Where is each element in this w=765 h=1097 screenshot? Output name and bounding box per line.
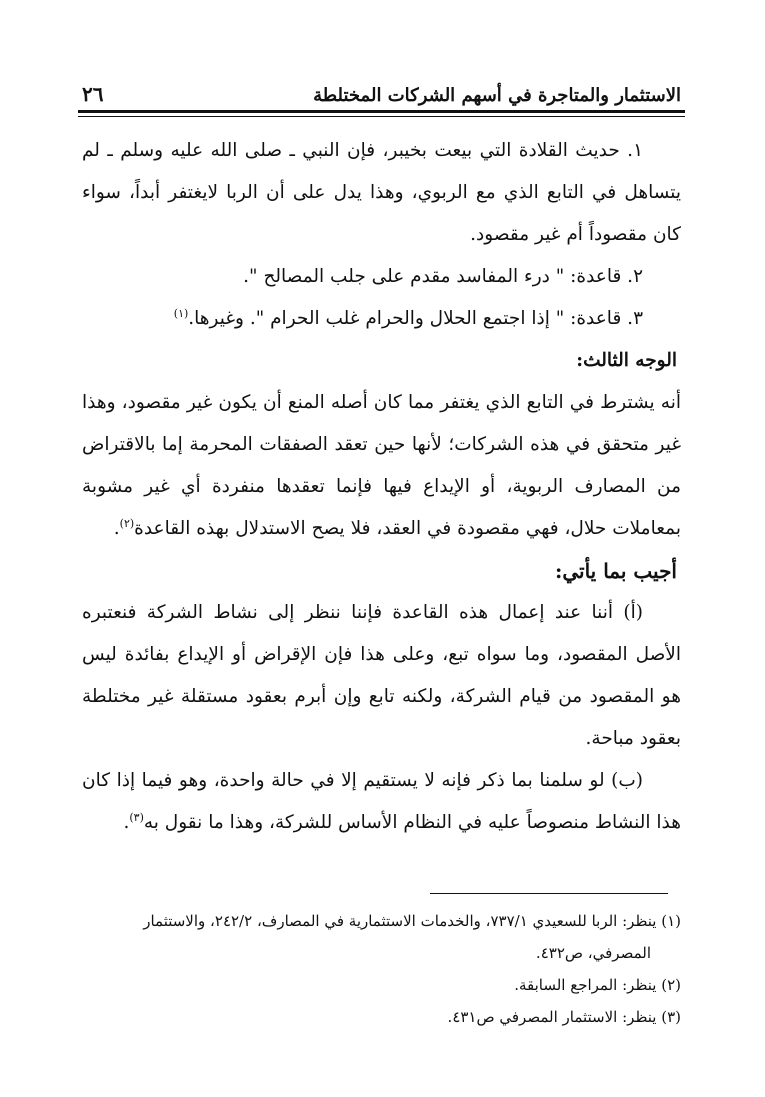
list-item-3 (82, 298, 681, 340)
answer-b (82, 760, 681, 844)
page-number: ٢٦ (82, 82, 104, 106)
footnote-ref-3: (٣) (129, 810, 144, 824)
header-rule-thin (78, 116, 685, 117)
footnote-ref-2: (٢) (119, 516, 135, 530)
paragraph-third-aspect (82, 382, 681, 550)
page-header (78, 72, 685, 106)
footnote-separator (430, 893, 668, 894)
list-item-3-text: ٣. قاعدة: " إذا اجتمع الحلال والحرام غلب الحرام ". وغيرها. (188, 308, 643, 329)
footnote-1-line-1: (١) ينظر: الربا للسعيدي ٧٣٧/١، والخدمات الاستثمارية في المصارف، ٢٤٢/٢، والاستثمار (143, 912, 681, 930)
footnote-ref-1: (١) (173, 306, 189, 320)
footnotes (82, 905, 681, 1033)
answer-b-text: (ب) لو سلمنا بما ذكر فإنه لا يستقيم إلا في حالة واحدة، وهو فيما إذا كان هذا النشاط منصوصاً عليه في النظام الأساس للشركة، وهذا ما نقول به (82, 770, 681, 833)
list-item-1: ١. حديث القلادة التي بيعت بخيبر، فإن النبي ـ صلى الله عليه وسلم ـ لم يتساهل في التابع الذي مع الربوي، وهذا يدل على أن الربا لايغتفر أبداً، سواء كان مقصوداً أم غير مقصود. (82, 140, 681, 245)
header-rule-thick (78, 110, 685, 113)
heading-third-aspect: الوجه الثالث: (576, 350, 677, 371)
footnote-1-line-2: المصرفي، ص٤٣٢. (535, 944, 651, 962)
footnote-3: (٣) ينظر: الاستثمار المصرفي ص٤٣١. (447, 1008, 681, 1026)
main-text (82, 130, 681, 844)
list-item-2: ٢. قاعدة: " درء المفاسد مقدم على جلب المصالح ". (243, 266, 643, 287)
paragraph-third-aspect-text: أنه يشترط في التابع الذي يغتفر مما كان أصله المنع أن يكون غير مقصود، وهذا غير متحقق في هذه الشركات؛ لأنها حين تعقد الصفقات المحرمة إما بالاقتراض من المصارف الربوية، أو الإيداع فيها فإنما تعقدها منفردة أي غير مشوبة بمعاملات حلال، فهي مقصودة في العقد، فلا يصح الاستدلال بهذه القاعدة (82, 392, 681, 539)
paragraph-third-aspect-end: . (113, 518, 120, 539)
answer-b-end: . (123, 812, 130, 833)
heading-answer: أجيب بما يأتي: (554, 559, 677, 583)
running-title: الاستثمار والمتاجرة في أسهم الشركات المختلطة (313, 85, 681, 106)
footnote-2: (٢) ينظر: المراجع السابقة. (514, 976, 681, 994)
answer-a: (أ) أننا عند إعمال هذه القاعدة فإننا ننظر إلى نشاط الشركة فنعتبره الأصل المقصود، وما سواه تبع، وعلى هذا فإن الإقراض أو الإيداع بفائدة ليس هو المقصود من قيام الشركة، ولكنه تابع وإن أبرم بعقود مستقلة غير مختلطة بعقود مباحة. (82, 602, 681, 749)
